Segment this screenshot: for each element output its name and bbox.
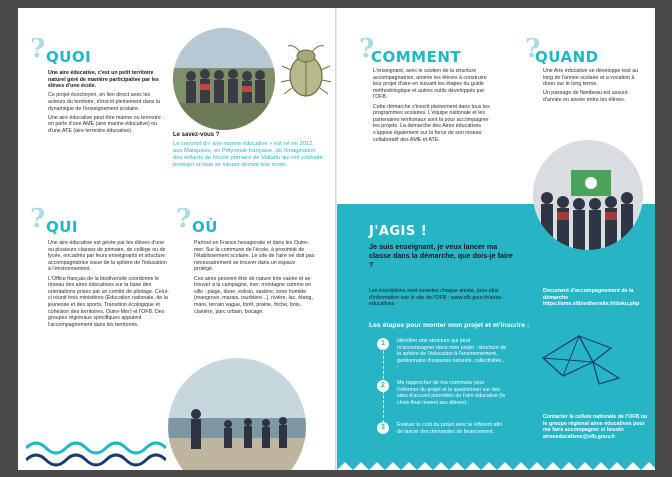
- beetle-illustration: [280, 42, 332, 100]
- jagis-subtitle: Je suis enseignant, je veux lancer ma classe dans la démarche, que dois-je faire ?: [369, 242, 513, 269]
- right-page: [337, 8, 655, 470]
- question-mark-icon: ?: [30, 34, 46, 64]
- qui-paragraph-2: L'Office français de la biodiversité coordonne le réseau des aires éducatives sur la base des orientations prises par un comité de pilotage. Celui-ci réunit trois ministères (Éducation nationale, de la jeunesse et des sports, Transition écologique et cohésion des territoires, Outre-Mer) et l'OFB. Des groupes régionaux spécifiques appuient l'accompagnement dans les territoires.: [48, 275, 169, 328]
- step-3-badge: 3: [377, 422, 389, 434]
- jagis-heading: J'AGIS !: [369, 224, 428, 239]
- savez-vous-title: Le savez-vous ?: [173, 132, 220, 138]
- doc-accompagnement-link[interactable]: Document d'accompagnement de la démarche https://ame.sitbiodiversite.fr/doku.php: [543, 288, 640, 307]
- ou-paragraph-2: Ces aires peuvent être de nature très variée et se trouver à la campagne, mer, montagne comme en ville : plage, dune, estran, vasière, zone humide (mangrove, marais, tourbière...), rivière, lac, étang, mare, terrain vague, forêt, prairie, friche, bois, clairière, parc urbain, bocage.: [194, 275, 313, 315]
- qui-text: [48, 240, 170, 331]
- step-2-badge: 2: [377, 380, 389, 392]
- step-1-text: Identifier une structure qui peut m'accompagner dans mon projet : structure de la sphère de l'éducation à l'environnement, gestionnaire d'espaces naturels, collectivités... ;: [397, 338, 507, 370]
- beach-class-photo: [168, 358, 306, 470]
- comment-text: [373, 68, 493, 146]
- quoi-heading: QUOI: [46, 48, 92, 66]
- quand-paragraph-1: Une Aire éducative se développe tout au long de l'année scolaire et a vocation à durer sur le long terme.: [543, 68, 639, 88]
- left-page: [18, 8, 336, 470]
- contact-text[interactable]: Contacter la cellule nationale de l'OFB ou le groupe régional aires éducatives pour me faire accompagner si besoin aireseducatives@ofb.gouv.fr: [543, 414, 648, 440]
- savez-vous-text: Le concept d'« aire marine éducative » est né en 2012, aux Marquises, en Polynésie française, de l'imagination des enfants de l'école primaire de Vaitahu qui ont souhaité protéger la baie se situant devant leur école.: [173, 141, 323, 169]
- comment-paragraph-1: L'enseignant, avec le soutien de la structure accompagnatrice, amène les élèves à construire leur projet d'aire en suivant les étapes du guide méthodologique et autres outils développés par l'OFB.: [373, 68, 487, 101]
- quoi-paragraph-3: Une aire éducative peut être marine ou terrestre : on parle d'une AME (aire marine éducative) ou d'une ATE (aire terrestre éducative).: [48, 114, 164, 134]
- inscriptions-text: Les inscriptions sont ouvertes chaque année, pour plus d'information voir le site de l'OFB : www.ofb.gouv.fr/aires-educatives: [369, 288, 503, 307]
- step-2-text: Me rapprocher de ma commune pour l'informer du projet et la questionner sur des sites d'accueil potentiels de l'aire éducative (le choix final revient aux élèves) ;: [397, 380, 506, 406]
- quand-paragraph-2: Un passage de flambeau est assuré d'année en année entre les élèves.: [543, 90, 628, 103]
- question-mark-icon: ?: [525, 34, 541, 64]
- ou-paragraph-1: Partout en France hexagonale et dans les Outre-mer. Sur la commune de l'école, à proximité de l'établissement scolaire. Le site de l'aire ne doit pas nécessairement se trouver dans un espace protégé.: [194, 240, 315, 273]
- step-1-badge: 1: [377, 338, 389, 350]
- class-group-photo: [173, 28, 275, 130]
- group-flag-photo: [533, 140, 643, 250]
- question-mark-icon: ?: [359, 34, 375, 64]
- zigzag-decoration: [337, 460, 655, 470]
- origami-fish-illustration: [533, 328, 629, 394]
- ou-heading: OÙ: [192, 218, 218, 236]
- wave-decoration: [26, 438, 166, 468]
- quoi-paragraph-2: Ce projet écocitoyen, en lien direct avec les acteurs du territoire, s'inscrit pleinement dans la dynamique de l'enseignement scolaire.: [48, 92, 161, 112]
- etapes-title: Les étapes pour monter mon projet et m'inscrire :: [369, 322, 530, 329]
- qui-paragraph-1: Une aire éducative est gérée par les élèves d'une ou plusieurs classes de primaire, de collège ou de lycée, encadrés par leurs enseignants et structure accompagnatrice issue de la sphère de l'éducation à l'environnement.: [48, 240, 167, 273]
- question-mark-icon: ?: [176, 204, 192, 234]
- qui-heading: QUI: [46, 218, 79, 236]
- quoi-paragraph-1: Une aire éducative, c'est un petit territoire naturel géré de manière participative par les élèves d'une école.: [48, 70, 159, 90]
- question-mark-icon: ?: [30, 204, 46, 234]
- quand-text: [543, 68, 645, 106]
- ou-text: [194, 240, 316, 318]
- comment-paragraph-2: Cette démarche s'inscrit pleinement dans tous les programmes scolaires. L'équipe nationale et les partenaires territoriaux sont là pour accompagner les projets. La démarche des Aires éducatives s'appuie également sur la force de son réseau collaboratif des AME et ATE.: [373, 103, 490, 143]
- savez-vous-box: [173, 132, 323, 172]
- step-3-text: Évaluer le coût du projet avec le référent afin de lancer des demandes de financement.: [397, 422, 503, 435]
- comment-heading: COMMENT: [371, 48, 462, 66]
- quoi-text: [48, 70, 166, 137]
- quand-heading: QUAND: [535, 48, 599, 66]
